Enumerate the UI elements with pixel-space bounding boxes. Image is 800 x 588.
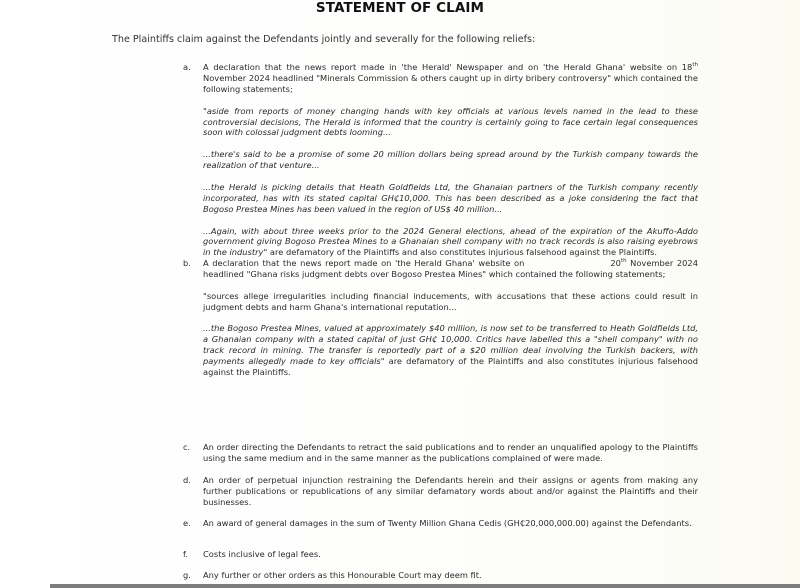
declaration-text-cont: November 2024 headlined "Ghana risks judgment debts over Bogoso Prestea Mines" which contained the following statements; xyxy=(203,258,698,279)
relief-item-f xyxy=(183,549,698,560)
declaration-text-cont: November 2024 headlined "Minerals Commission & others caught up in dirty bribery controversy" which contained the following statements; xyxy=(203,72,698,94)
document-title: STATEMENT OF CLAIM xyxy=(315,0,485,16)
relief-text: An order directing the Defendants to retract the said publications and to render an unqualified apology to the Plaintiffs using the same medium and in the same manner as the publications complained of were made. xyxy=(203,442,698,463)
relief-text: An order of perpetual injunction restraining the Defendants herein and their assigns or agents from making any further publications or republications of any similar defamatory words about and/or against the Plaintiffs and their businesses. xyxy=(203,475,698,507)
quoted-statement: "aside from reports of money changing hands with key officials at various levels named in the lead to these controversial decisions, The Herald is informed that the country is certainly going to face certain legal consequences soon with colossal judgment debts looming... xyxy=(203,105,698,138)
relief-declaration xyxy=(203,62,698,95)
relief-item-a xyxy=(183,62,698,258)
quote-text: ...the Bogoso Prestea Mines, valued at approximately $40 million, is now set to be transferred to Heath Goldfields Ltd, a Ghanaian company with a stated capital of just GH₵ 10,000. Critics have labelled this a "shell company" with no track record in mining. The transfer is reportedly part of a $20 million deal involving the Turkish backers, with payments allegedly made to key officials" xyxy=(203,323,698,367)
relief-body xyxy=(203,258,698,378)
intro-paragraph: The Plaintiffs claim against the Defendants jointly and severally for the following reliefs: xyxy=(112,34,536,45)
quote-text: ...Again, with about three weeks prior to the 2024 General elections, ahead of the expiration of the Akuffo-Addo government giving Bogoso Prestea Mines to a Ghanaian shell company with no track records is also raising eyebrows in the industry" xyxy=(203,225,698,258)
relief-text: Costs inclusive of legal fees. xyxy=(203,549,321,559)
relief-item-c xyxy=(183,442,698,464)
ordinal-suffix: th xyxy=(692,62,698,69)
relief-label: e. xyxy=(183,518,191,528)
relief-item-b xyxy=(183,258,698,378)
relief-item-e xyxy=(183,518,698,529)
date-number: 20 xyxy=(610,258,621,268)
relief-label: d. xyxy=(183,475,191,485)
quoted-statement-final xyxy=(203,323,698,378)
conclusion-text: are defamatory of the Plaintiffs and also constitutes injurious falsehood against the Plaintiffs. xyxy=(267,247,657,258)
page-bottom-edge xyxy=(50,584,800,588)
quoted-statement: ...the Herald is picking details that Heath Goldfields Ltd, the Ghanaian partners of the Turkish company recently incorporated, has with its stated capital GH₵10,000. This has been described as a joke considering the fact that Bogoso Prestea Mines has been valued in the region of US$ 40 million... xyxy=(203,181,698,214)
ordinal-suffix: th xyxy=(620,258,627,265)
quoted-statement-final xyxy=(203,226,698,259)
relief-declaration xyxy=(203,258,698,280)
relief-label: c. xyxy=(183,442,191,452)
quoted-statement: "sources allege irregularities including financial inducements, with accusations that these actions could result in judgment debts and harm Ghana's international reputation... xyxy=(203,290,698,312)
quoted-statement: ...there's said to be a promise of some 20 million dollars being spread around by the Turkish company towards the realization of that venture... xyxy=(203,149,698,171)
relief-label: b. xyxy=(183,258,191,268)
relief-item-g xyxy=(183,570,698,581)
relief-text: An award of general damages in the sum of Twenty Million Ghana Cedis (GH₵20,000,000.00) against the Defendants. xyxy=(203,518,692,528)
relief-text: Any further or other orders as this Honourable Court may deem fit. xyxy=(203,570,482,580)
relief-label: f. xyxy=(183,549,188,559)
relief-label: a. xyxy=(183,62,191,72)
declaration-text: A declaration that the news report made on 'the Herald Ghana' website on xyxy=(203,258,525,268)
relief-item-d xyxy=(183,475,698,508)
relief-label: g. xyxy=(183,570,191,580)
relief-body xyxy=(203,62,698,258)
conclusion-text: are defamatory of the Plaintiffs and also constitutes injurious falsehood against the Plaintiffs. xyxy=(203,356,699,378)
declaration-text: A declaration that the news report made in 'the Herald' Newspaper and on 'the Herald Ghana' website on 18 xyxy=(203,62,693,72)
